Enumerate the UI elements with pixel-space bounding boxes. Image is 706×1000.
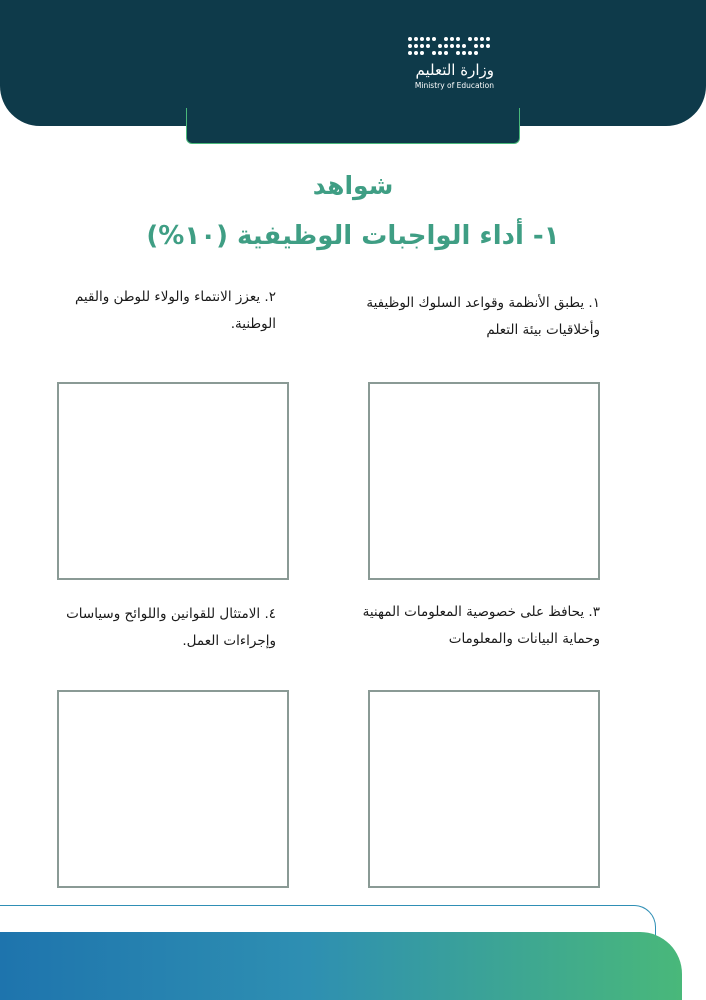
logo-english-text: Ministry of Education [414,81,494,90]
page-title: شواهد [312,171,394,200]
ministry-logo [402,34,497,94]
evidence-box-3[interactable] [368,690,600,888]
evidence-box-1[interactable] [368,382,600,580]
item-2-text: ٢. يعزز الانتماء والولاء للوطن والقيم الوطنية. [74,289,276,332]
item-3-text: ٣. يحافظ على خصوصية المعلومات المهنية وحماية البيانات والمعلومات [362,604,600,647]
evidence-box-4[interactable] [57,690,289,888]
evidence-box-2[interactable] [57,382,289,580]
header-tab [186,108,520,144]
item-4-text: ٤. الامتثال للقوانين واللوائح وسياسات وإجراءات العمل. [66,606,276,649]
dots-logo-icon [406,34,496,58]
logo-arabic-text: وزارة التعليم [415,61,494,79]
footer-bar [0,932,682,1000]
item-1-text: ١. يطبق الأنظمة وقواعد السلوك الوظيفية وأخلاقيات بيئة التعلم [366,295,600,338]
section-title: ١- أداء الواجبات الوظيفية (١٠%) [146,221,560,251]
